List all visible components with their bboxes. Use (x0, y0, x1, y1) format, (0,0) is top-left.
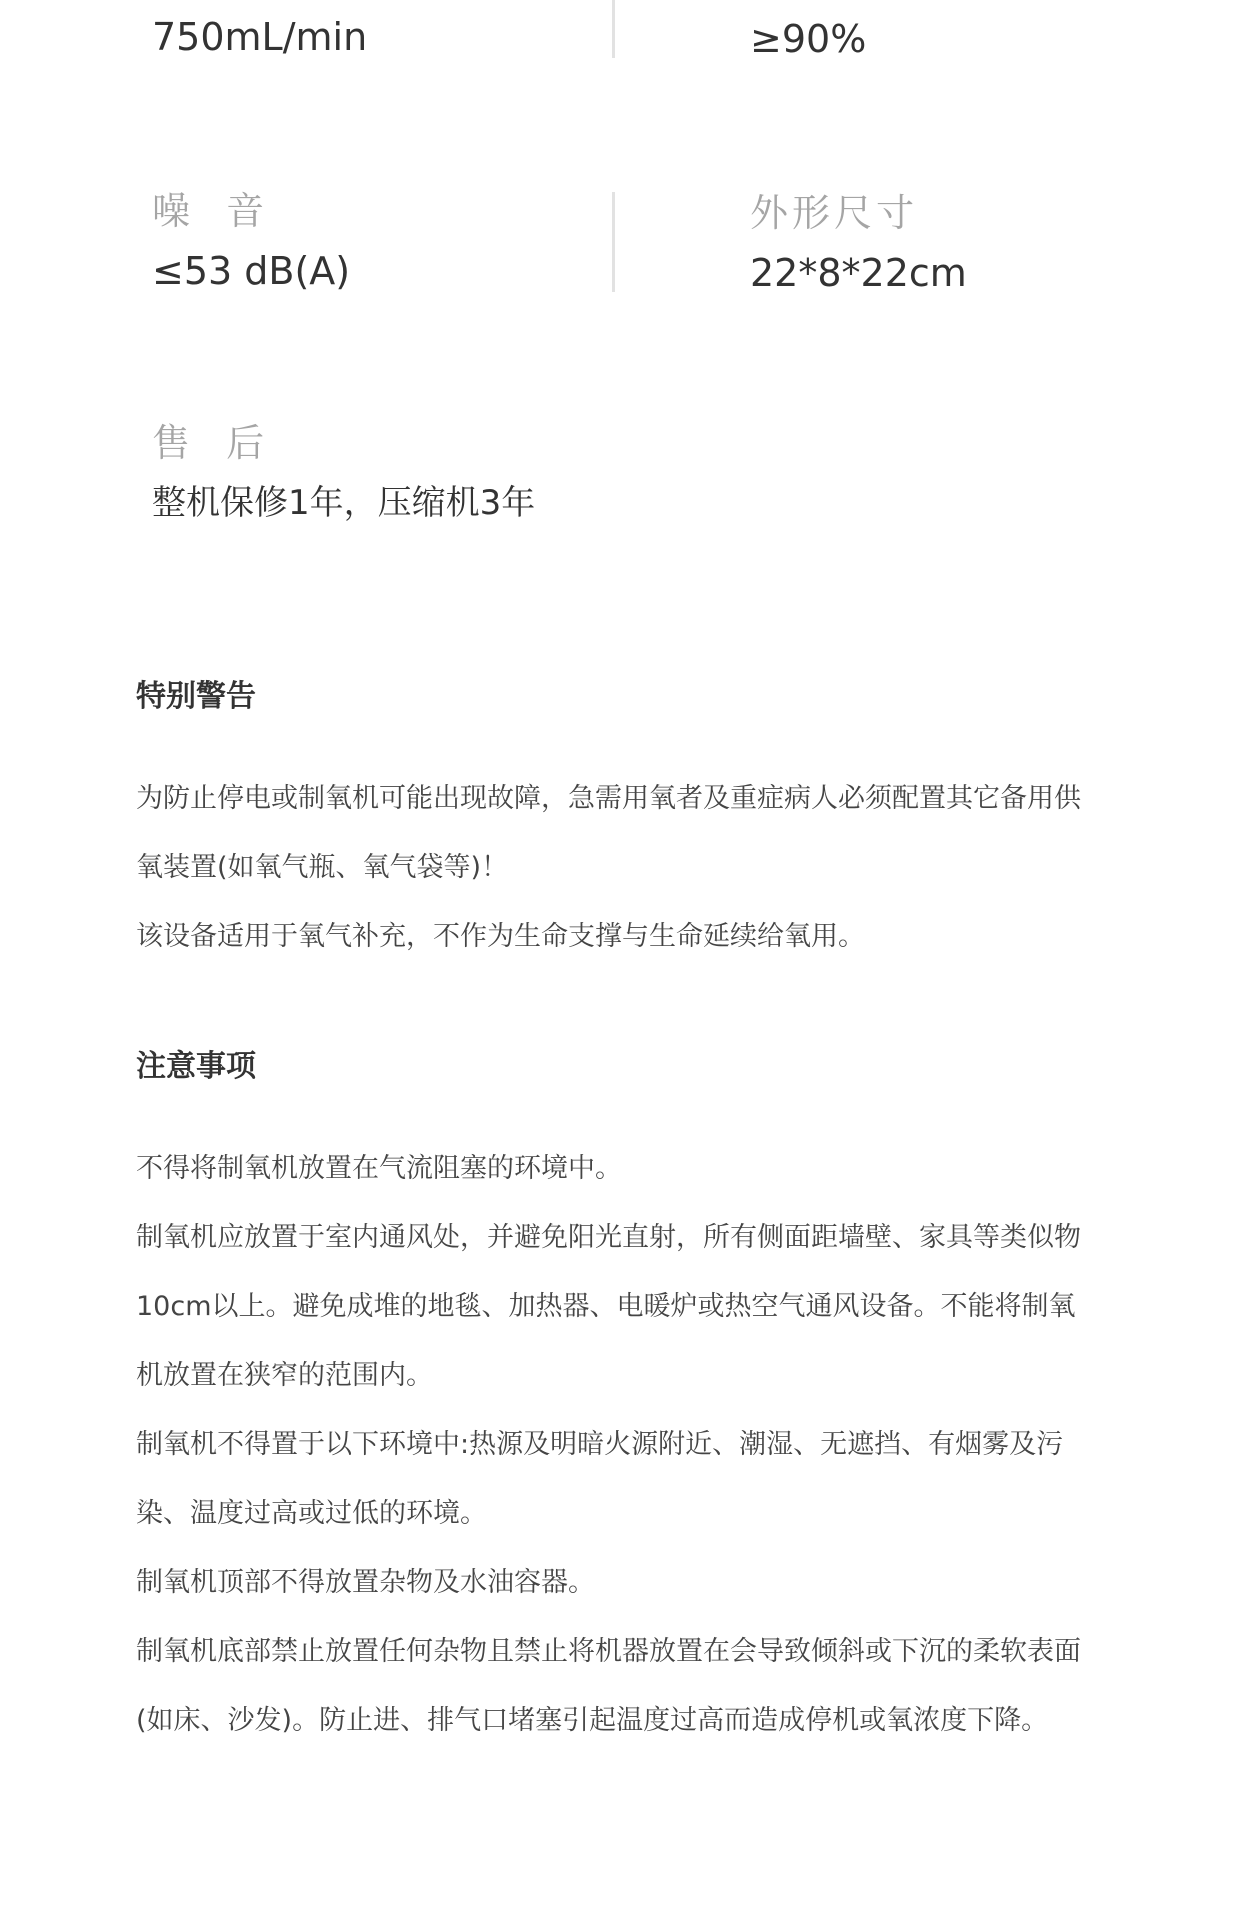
notes-body (136, 1134, 1096, 1755)
warning-paragraph: 为防止停电或制氧机可能出现故障，急需用氧者及重症病人必须配置其它备用供氧装置(如氧气瓶、氧气袋等)！ (136, 783, 1081, 883)
spec-flow (152, 15, 368, 59)
spec-after-sales-label: 售 后 (152, 421, 269, 465)
spec-concentration (750, 17, 867, 61)
spec-noise-label: 噪 音 (152, 189, 269, 233)
notes-paragraph: 不得将制氧机放置在气流阻塞的环境中。 (136, 1153, 622, 1184)
spec-flow-value: 750mL/min (152, 15, 368, 59)
warning-body (136, 764, 1096, 971)
spec-dimensions (750, 191, 967, 295)
spec-after-sales (152, 421, 536, 523)
warning-paragraph: 该设备适用于氧气补充，不作为生命支撑与生命延续给氧用。 (136, 921, 865, 952)
notes-title: 注意事项 (136, 1049, 256, 1084)
notes-paragraph: 制氧机应放置于室内通风处，并避免阳光直射，所有侧面距墙壁、家具等类似物10cm以上。避免成堆的地毯、加热器、电暖炉或热空气通风设备。不能将制氧机放置在狭窄的范围内。 (136, 1222, 1081, 1391)
notes-section (136, 1049, 1096, 1755)
spec-concentration-value: ≥90% (750, 17, 867, 61)
spec-divider-row2 (612, 192, 615, 292)
spec-noise-value: ≤53 dB(A) (152, 249, 351, 293)
spec-after-sales-value: 整机保修1年，压缩机3年 (152, 483, 536, 523)
spec-dimensions-value: 22*8*22cm (750, 251, 967, 295)
spec-divider-row1 (612, 0, 615, 58)
warning-title: 特别警告 (136, 679, 256, 714)
spec-noise (152, 189, 351, 293)
spec-dimensions-label: 外形尺寸 (750, 191, 919, 235)
notes-paragraph: 制氧机顶部不得放置杂物及水油容器。 (136, 1567, 595, 1598)
warning-section (136, 679, 1096, 971)
notes-paragraph: 制氧机不得置于以下环境中:热源及明暗火源附近、潮湿、无遮挡、有烟雾及污染、温度过高或过低的环境。 (136, 1429, 1064, 1529)
notes-paragraph: 制氧机底部禁止放置任何杂物且禁止将机器放置在会导致倾斜或下沉的柔软表面(如床、沙发)。防止进、排气口堵塞引起温度过高而造成停机或氧浓度下降。 (136, 1636, 1081, 1736)
